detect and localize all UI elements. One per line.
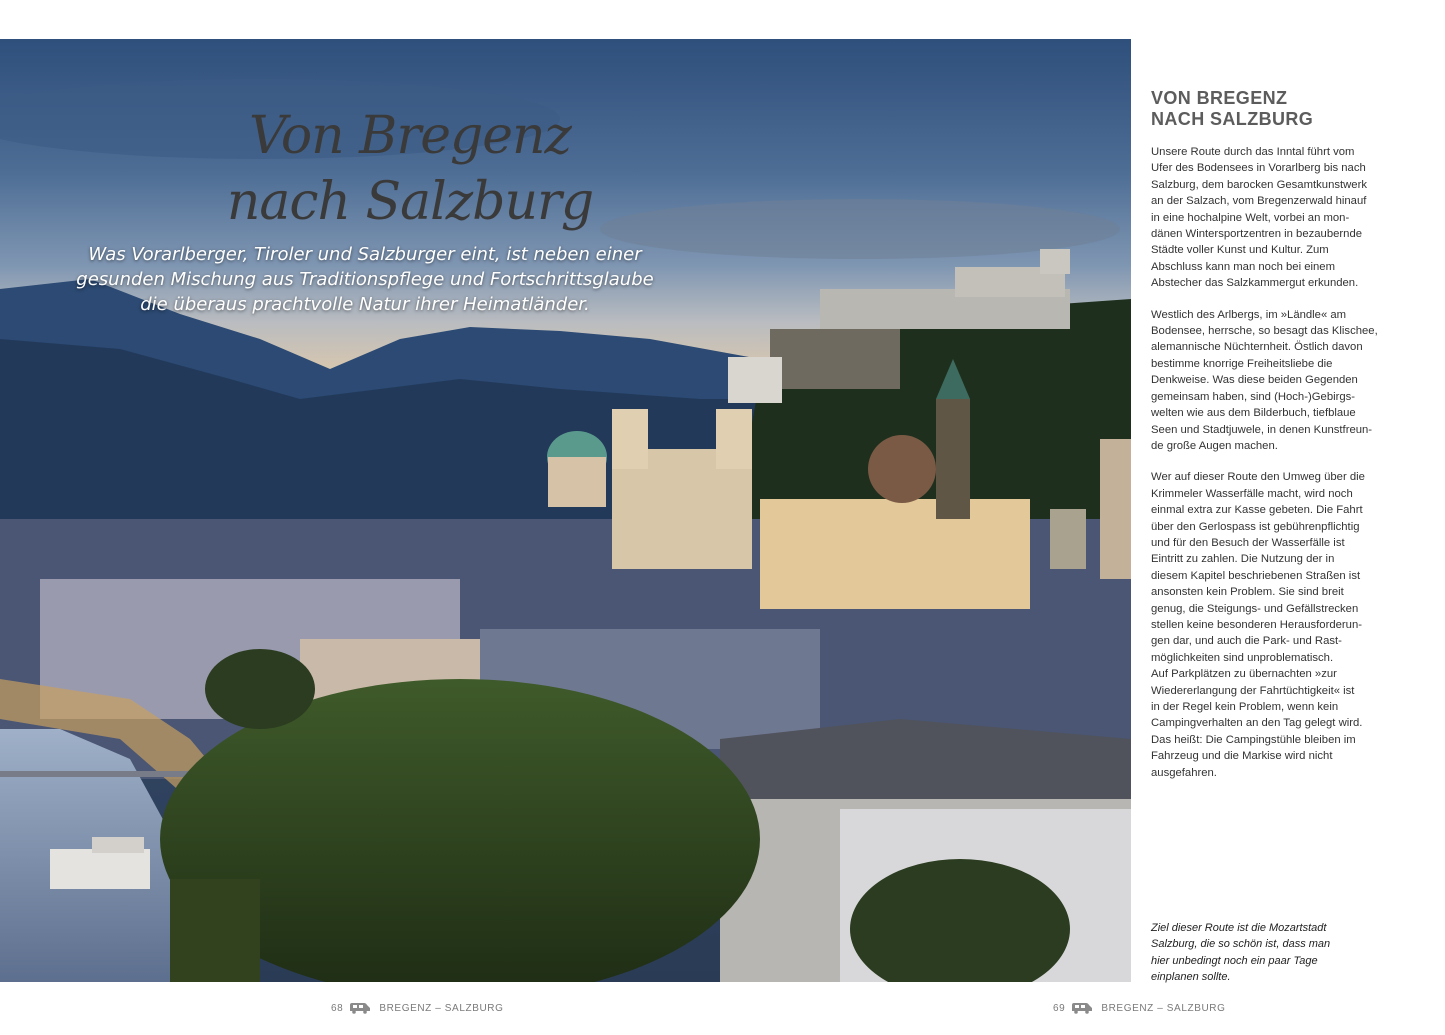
lead-text: Was Vorarlberger, Tiroler und Salzburger eint, ist neben einer gesunden Mischung aus Traditionspflege und Fortschrittsglaube die überaus prachtvolle Natur ihrer Heimatländer.: [76, 244, 654, 315]
page-number-right: 69: [1053, 1002, 1066, 1014]
headline-line-2: nach Salzburg: [226, 172, 594, 232]
section-title-line-1: VON BREGENZ: [1151, 88, 1288, 108]
camper-van-icon: [349, 1002, 371, 1014]
salzburg-photo: [0, 39, 1131, 982]
section-title: [1151, 88, 1391, 130]
footer-right: [1053, 1000, 1226, 1016]
paragraph-practical-info: Wer auf dieser Route den Umweg über die Krimmeler Wasserfälle macht, wird noch einmal extra zur Kasse gebeten. Die Fahrt über den Gerlospass ist gebührenpflichtig und für den Besuch der Wasserfälle ist Eintritt zu zahlen. Die Nutzung der in diesem Kapitel beschriebenen Straßen ist ansonsten kein Problem. Sie sind breit genug, die Steigungs- und Gefällstrecken stellen keine besonderen Herausforderun- gen dar, und auch die Park- und Rast- möglichkeiten sind unproblematisch. Auf Parkplätzen zu übernachten »zur Wiedererlangung der Fahrtüchtigkeit« ist in der Regel kein Problem, wenn kein Campingverhalten an den Tag gelegt wird. Das heißt: Die Campingstühle bleiben im Fahrzeug und die Markise wird nicht ausgefahren.: [1151, 471, 1365, 779]
running-title-right: BREGENZ – SALZBURG: [1101, 1002, 1226, 1014]
section-title-line-2: NACH SALZBURG: [1151, 109, 1314, 129]
photo-caption: Ziel dieser Route ist die Mozartstadt Salzburg, die so schön ist, dass man hier unbedingt noch ein paar Tage einplanen sollte.: [1151, 922, 1331, 983]
footer-left: [331, 1000, 504, 1016]
running-title-left: BREGENZ – SALZBURG: [379, 1002, 504, 1014]
camper-van-icon: [1071, 1002, 1093, 1014]
page-number-left: 68: [331, 1002, 344, 1014]
headline-line-1: Von Bregenz: [249, 106, 571, 166]
paragraph-regions: Westlich des Arlbergs, im »Ländle« am Bodensee, herrsche, so besagt das Klischee, alemannische Nüchternheit. Östlich davon bestimme knorrige Freiheitsliebe die Denkweise. Was diese beiden Gegenden gemeinsam haben, sind (Hoch-)Gebirgs- welten wie aus dem Bilderbuch, tiefblaue Seen und Stadtjuwele, in denen Kunstfreun- de große Augen machen.: [1151, 308, 1378, 452]
spread-headline: [180, 103, 640, 235]
paragraph-route-intro: Unsere Route durch das Inntal führt vom Ufer des Bodensees in Vorarlberg bis nach Salzburg, dem barocken Gesamtkunstwerk an der Salzach, vom Bregenzerwald hinauf in eine hochalpine Welt, vorbei an mon- dänen Wintersportzentren in bezaubernde Städte voller Kunst und Kultur. Zum Abschluss kann man noch bei einem Abstecher das Salzkammergut erkunden.: [1151, 146, 1367, 290]
text-column: [1151, 88, 1391, 796]
